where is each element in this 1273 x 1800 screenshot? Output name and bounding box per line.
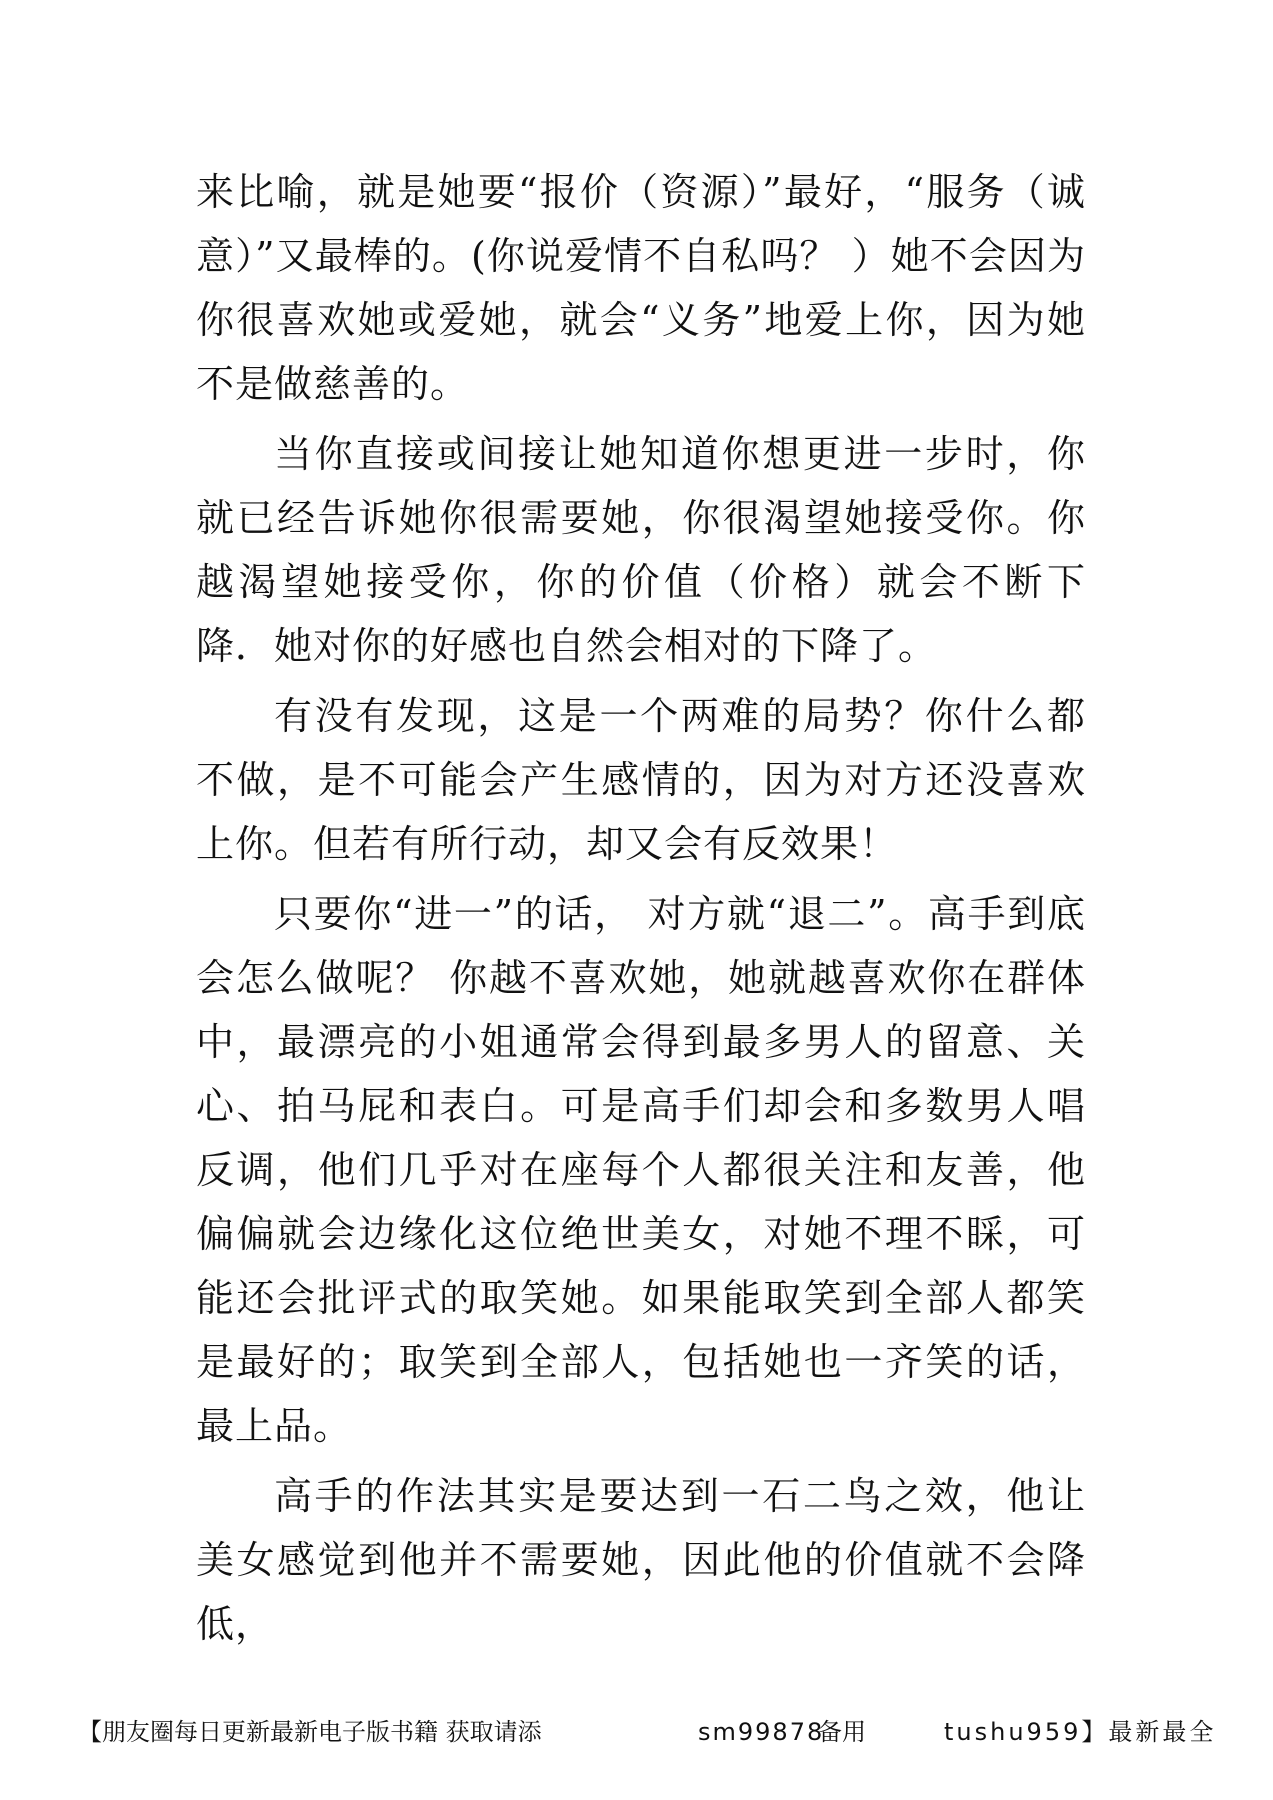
body-text xyxy=(196,160,1086,1656)
paragraph-4: 只要你“进一”的话， 对方就“退二”。高手到底会怎么做呢？ 你越不喜欢她，她就越喜欢你在群体中，最漂亮的小姐通常会得到最多男人的留意、关心、拍马屁和表白。可是高手们却会和多数男人唱反调，他们几乎对在座每个人都很关注和友善，他偏偏就会边缘化这位绝世美女，对她不理不睬，可能还会批评式的取笑她。如果能取笑到全部人都笑是最好的；取笑到全部人，包括她也一齐笑的话，最上品。 xyxy=(196,892,1086,1448)
footer-text-contact: sm99878 xyxy=(698,1718,825,1746)
footer-text-intro: 【朋友圈每日更新最新电子版书籍 获取请添 xyxy=(78,1718,542,1746)
footer-text-backup-contact: tushu959】最新最全 xyxy=(944,1718,1217,1746)
footer-banner xyxy=(78,1712,1217,1752)
paragraph-2: 当你直接或间接让她知道你想更进一步时，你就已经告诉她你很需要她，你很渴望她接受你。你越渴望她接受你，你的价值（价格）就会不断下降．她对你的好感也自然会相对的下降了。 xyxy=(196,432,1086,668)
paragraph-3: 有没有发现，这是一个两难的局势？你什么都不做，是不可能会产生感情的，因为对方还没喜欢上你。但若有所行动，却又会有反效果！ xyxy=(196,694,1086,866)
paragraph-1: 来比喻，就是她要“报价（资源）”最好，“服务（诚意）”又最棒的。(你说爱情不自私吗？ ）她不会因为你很喜欢她或爱她，就会“义务”地爱上你，因为她不是做慈善的。 xyxy=(196,170,1086,406)
paragraph-5: 高手的作法其实是要达到一石二鸟之效，他让美女感觉到他并不需要她，因此他的价值就不会降低， xyxy=(196,1474,1086,1646)
footer-text-backup-label: 备用 xyxy=(818,1718,866,1746)
